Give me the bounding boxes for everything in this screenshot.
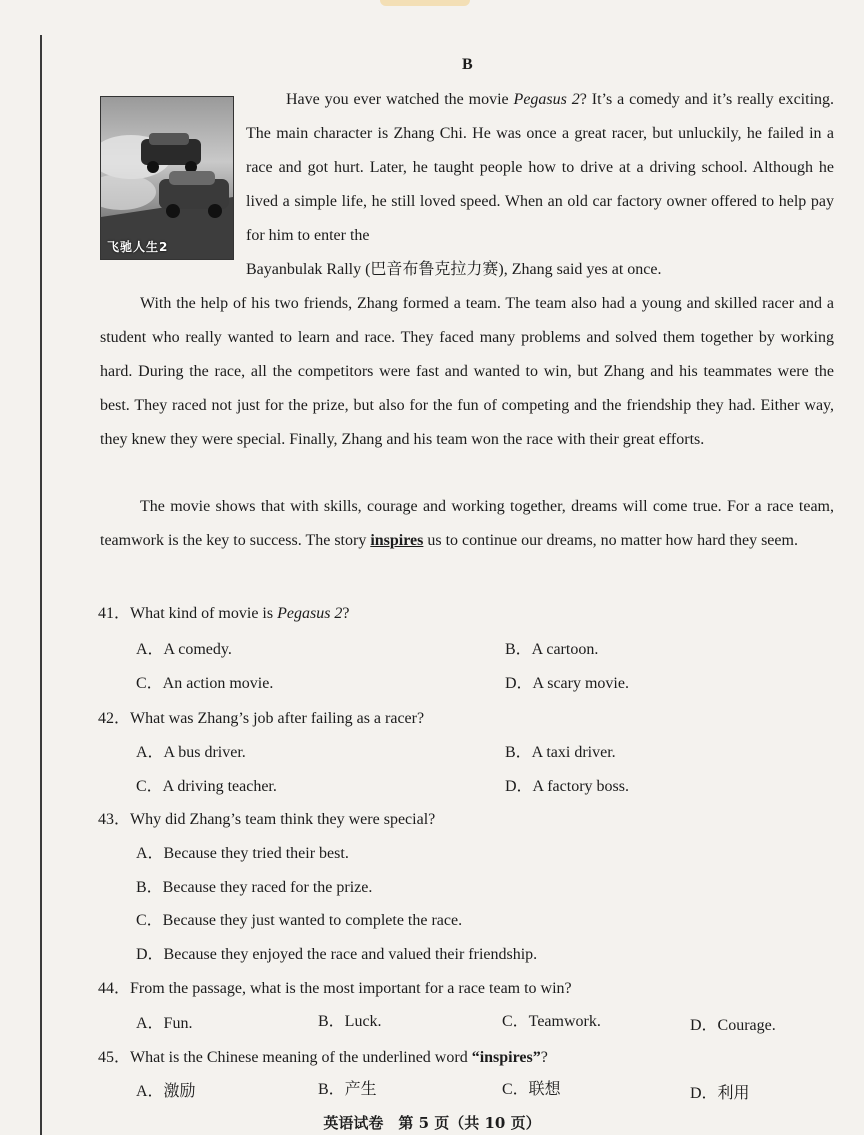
- underlined-word: inspires: [370, 532, 424, 549]
- question-45-option-c[interactable]: C．联想: [502, 1081, 561, 1098]
- poster-title: 飞驰人生2: [107, 240, 169, 254]
- page-top-smudge: [380, 0, 470, 6]
- question-42-option-c[interactable]: C．A driving teacher.: [136, 778, 277, 795]
- question-41-movie-title: Pegasus 2: [277, 605, 343, 622]
- question-41-option-b[interactable]: B．A cartoon.: [505, 641, 599, 658]
- section-title: B: [462, 56, 473, 73]
- question-41-mark: ?: [342, 605, 350, 622]
- passage-p1-text-b: ? It’s a comedy and it’s really exciting. The main character is Zhang Chi. He was once a great racer, but unluckily, he failed in a race and got hurt. Later, he taught people how to drive at a driving school. Although he lived a simple life, he still loved speed. When an old car factory owner offered to help pay for him to enter the: [246, 91, 835, 244]
- question-43-option-c[interactable]: C．Because they just wanted to complete the race.: [136, 912, 463, 929]
- question-43-stem: 43．Why did Zhang’s team think they were special?: [98, 811, 436, 828]
- question-41-option-d[interactable]: D．A scary movie.: [505, 675, 629, 692]
- passage-p1-text-a: Have you ever watched the movie: [286, 91, 514, 108]
- question-43-option-a[interactable]: A．Because they tried their best.: [136, 845, 349, 862]
- question-45-text: 45．What is the Chinese meaning of the underlined word: [98, 1049, 472, 1066]
- question-43-option-b[interactable]: B．Because they raced for the prize.: [136, 879, 373, 896]
- question-41-option-a[interactable]: A．A comedy.: [136, 641, 232, 658]
- question-42-option-a[interactable]: A．A bus driver.: [136, 744, 246, 761]
- question-45-option-a[interactable]: A．激励: [136, 1083, 196, 1100]
- passage-paragraph-1-last-line: Bayanbulak Rally (巴音布鲁克拉力赛), Zhang said yes at once.: [246, 261, 662, 278]
- passage-p3-text-a: The movie shows that with skills, courage and working together, dreams will come true. For a race team, teamwork is the key to success. The story: [100, 498, 834, 549]
- question-45-word: “inspires”: [471, 1049, 541, 1066]
- question-44-option-b[interactable]: B．Luck.: [318, 1013, 382, 1030]
- passage-p3-text-b: us to continue our dreams, no matter how hard they seem.: [423, 532, 798, 549]
- question-45-option-b[interactable]: B．产生: [318, 1081, 377, 1098]
- question-41-option-c[interactable]: C．An action movie.: [136, 675, 274, 692]
- question-44-stem: 44．From the passage, what is the most important for a race team to win?: [98, 980, 572, 997]
- movie-poster-image: [100, 96, 234, 260]
- passage-paragraph-1: [246, 83, 834, 253]
- movie-title: Pegasus 2: [513, 91, 580, 108]
- question-44-option-a[interactable]: A．Fun.: [136, 1015, 193, 1032]
- question-42-option-b[interactable]: B．A taxi driver.: [505, 744, 616, 761]
- question-41-stem: [98, 600, 350, 623]
- passage-paragraph-3: [100, 490, 834, 558]
- question-43-option-d[interactable]: D．Because they enjoyed the race and valued their friendship.: [136, 946, 538, 963]
- question-45-mark: ?: [540, 1049, 548, 1066]
- page-footer: 英语试卷 第 5 页（共 10 页）: [323, 1114, 541, 1132]
- question-45-stem: [98, 1044, 548, 1067]
- passage-paragraph-2: With the help of his two friends, Zhang formed a team. The team also had a young and skilled racer and a student who really wanted to learn and race. They faced many problems and solved them together by working hard. During the race, all the competitors were fast and wanted to win, but Zhang and his teammates were the best. They raced not just for the prize, but also for the fun of competing and the friendship they had. Either way, they knew they were special. Finally, Zhang and his team won the race with their great efforts.: [100, 295, 834, 448]
- question-41-text: 41．What kind of movie is: [98, 605, 278, 622]
- question-42-stem: 42．What was Zhang’s job after failing as a racer?: [98, 710, 425, 727]
- question-45-option-d[interactable]: D．利用: [690, 1085, 750, 1102]
- question-44-option-c[interactable]: C．Teamwork.: [502, 1013, 601, 1030]
- question-44-option-d[interactable]: D．Courage.: [690, 1017, 776, 1034]
- binding-margin-line: [40, 35, 42, 1135]
- question-42-option-d[interactable]: D．A factory boss.: [505, 778, 629, 795]
